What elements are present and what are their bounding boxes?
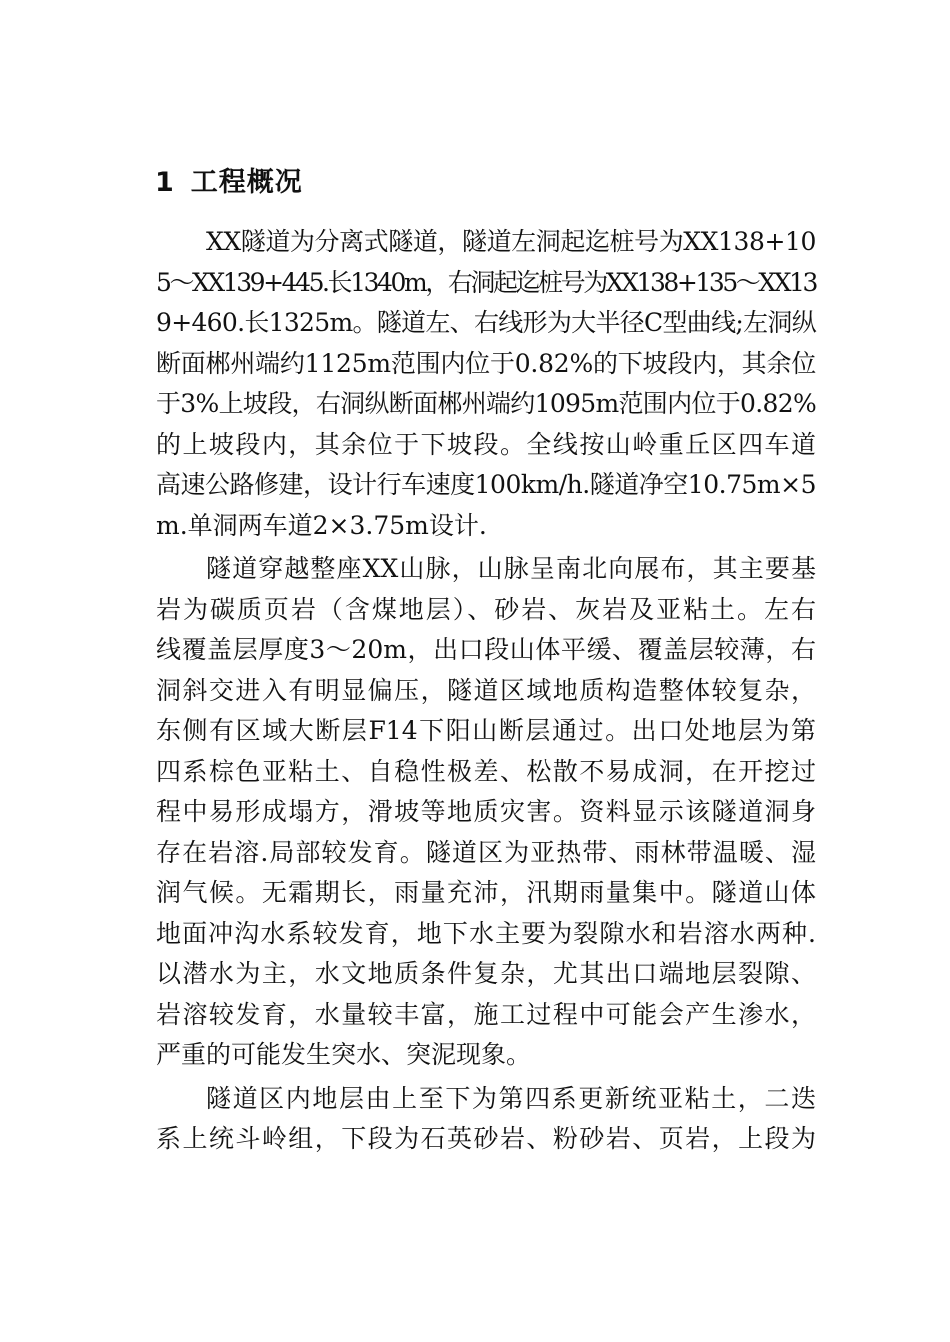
paragraph-1 bbox=[156, 222, 816, 546]
paragraph-line: 于3%上坡段，右洞纵断面郴州端约1095m范围内位于0.82% bbox=[156, 389, 817, 418]
paragraph-line: 隧道穿越整座XX山脉，山脉呈南北向展布，其主要基 bbox=[206, 554, 816, 583]
body-text bbox=[156, 222, 816, 1160]
paragraph-2 bbox=[156, 549, 816, 1076]
paragraph-line: 的上坡段内，其余位于下坡段。全线按山岭重丘区四车道 bbox=[156, 429, 816, 459]
paragraph-line: 存在岩溶.局部较发育。隧道区为亚热带、雨林带温暖、湿 bbox=[156, 837, 816, 867]
paragraph-line: 严重的可能发生突水、突泥现象。 bbox=[156, 1040, 532, 1069]
paragraph-line: 高速公路修建，设计行车速度100km/h.隧道净空10.75m×5 bbox=[156, 470, 817, 499]
paragraph-line: m.单洞两车道2×3.75m设计. bbox=[156, 510, 487, 540]
paragraph-line: 东侧有区域大断层F14下阳山断层通过。出口处地层为第 bbox=[156, 716, 816, 745]
paragraph-line: 岩为碳质页岩（含煤地层）、砂岩、灰岩及亚粘土。左右 bbox=[156, 594, 816, 624]
section-title: 工程概况 bbox=[190, 167, 303, 198]
paragraph-line: 系上统斗岭组，下段为石英砂岩、粉砂岩、页岩，上段为 bbox=[156, 1124, 816, 1153]
paragraph-line: XX隧道为分离式隧道，隧道左洞起迄桩号为XX138+10 bbox=[206, 227, 816, 256]
paragraph-line: 润气候。无霜期长，雨量充沛，汛期雨量集中。隧道山体 bbox=[156, 878, 816, 907]
paragraph-line: 岩溶较发育，水量较丰富，施工过程中可能会产生渗水， bbox=[156, 999, 816, 1029]
paragraph-line: 程中易形成塌方，滑坡等地质灾害。资料显示该隧道洞身 bbox=[156, 797, 816, 826]
paragraph-line: 断面郴州端约1125m范围内位于0.82%的下坡段内，其余位 bbox=[156, 348, 816, 378]
paragraph-line: 5～XX139+445.长1340m，右洞起迄桩号为XX138+135～XX13 bbox=[156, 267, 816, 297]
paragraph-line: 隧道区内地层由上至下为第四系更新统亚粘土，二迭 bbox=[206, 1083, 816, 1113]
paragraph-line: 洞斜交进入有明显偏压，隧道区域地质构造整体较复杂， bbox=[156, 675, 816, 705]
section-heading bbox=[155, 163, 303, 203]
paragraph-line: 地面冲沟水系较发育，地下水主要为裂隙水和岩溶水两种. bbox=[156, 918, 816, 948]
paragraph-line: 以潜水为主，水文地质条件复杂，尤其出口端地层裂隙、 bbox=[156, 959, 816, 988]
paragraph-line: 9+460.长1325m。隧道左、右线形为大半径C型曲线;左洞纵 bbox=[156, 308, 816, 337]
paragraph-line: 四系棕色亚粘土、自稳性极差、松散不易成洞，在开挖过 bbox=[156, 756, 816, 786]
paragraph-3 bbox=[156, 1079, 816, 1160]
section-number: 1 bbox=[155, 167, 175, 198]
paragraph-line: 线覆盖层厚度3～20m，出口段山体平缓、覆盖层较薄，右 bbox=[156, 635, 816, 664]
